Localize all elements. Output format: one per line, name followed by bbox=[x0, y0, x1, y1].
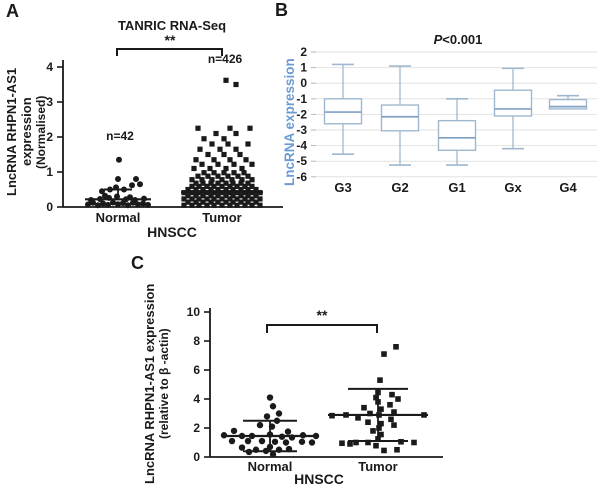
panel-c-point-tumor bbox=[378, 406, 384, 412]
panel-a-point-tumor bbox=[189, 177, 194, 182]
panel-a-point-normal bbox=[115, 176, 121, 182]
panel-a-point-tumor bbox=[215, 162, 220, 167]
panel-c-y-axis-label-line1: LncRNA RHPN1-AS1 expression bbox=[142, 283, 157, 485]
panel-b-y-tick-label: -3 bbox=[296, 123, 307, 137]
panel-a-point-tumor bbox=[245, 141, 250, 146]
panel-a-point-tumor bbox=[201, 170, 206, 175]
panel-a-y-tick-label: 2 bbox=[46, 130, 53, 144]
panel-a-point-tumor bbox=[243, 157, 248, 162]
panel-c-point-tumor bbox=[381, 351, 387, 357]
panel-c-y-tick-label: 4 bbox=[193, 392, 200, 406]
panel-c-y-tick-label: 10 bbox=[186, 305, 200, 319]
panel-b-category-gx: Gx bbox=[504, 180, 522, 195]
panel-c-point-normal bbox=[270, 403, 276, 409]
panel-a-point-tumor bbox=[211, 157, 216, 162]
panel-b-y-axis-label: LncRNA expression bbox=[282, 58, 297, 186]
panel-a-category-tumor: Tumor bbox=[202, 210, 242, 225]
panel-c-point-normal bbox=[285, 428, 291, 434]
panel-a-point-tumor bbox=[233, 147, 238, 152]
panel-a-y-tick-label: 4 bbox=[46, 60, 53, 74]
panel-c-point-normal bbox=[272, 439, 278, 445]
panel-c-y-axis-label-line2: (relative to β -actin) bbox=[157, 328, 171, 440]
panel-c-point-tumor bbox=[373, 443, 379, 449]
panel-a-y-tick-label: 1 bbox=[46, 165, 53, 179]
panel-c-point-normal bbox=[239, 444, 245, 450]
panel-c-point-tumor bbox=[376, 425, 382, 431]
panel-a-point-tumor bbox=[227, 126, 232, 131]
panel-c-point-normal bbox=[259, 438, 265, 444]
panel-c-x-axis-label: HNSCC bbox=[294, 471, 344, 487]
panel-a-point-normal bbox=[133, 176, 139, 182]
panel-a-y-axis-label-line1: LncRNA RHPN1-AS1 expression bbox=[4, 67, 34, 197]
panel-b-box-g1 bbox=[439, 121, 476, 151]
panel-c-category-normal: Normal bbox=[247, 459, 293, 474]
panel-c-point-normal bbox=[267, 394, 273, 400]
panel-a-point-tumor bbox=[227, 157, 232, 162]
panel-c-point-normal bbox=[299, 439, 305, 445]
panel-b-y-tick-label: -1 bbox=[296, 91, 307, 106]
panel-b-category-g4: G4 bbox=[559, 180, 577, 195]
panel-b-p-symbol: P bbox=[433, 32, 443, 47]
panel-a-point-tumor bbox=[199, 162, 204, 167]
panel-a-point-normal bbox=[116, 157, 122, 163]
panel-c-point-tumor bbox=[365, 419, 371, 425]
panel-b-title bbox=[406, 33, 510, 47]
panel-b-box-g4 bbox=[550, 100, 587, 109]
panel-c-point-tumor bbox=[370, 428, 376, 434]
panel-c-point-normal bbox=[309, 439, 315, 445]
panel-c-point-normal bbox=[283, 439, 289, 445]
panel-a-point-tumor bbox=[233, 131, 238, 136]
panel-a-point-tumor bbox=[247, 126, 252, 131]
panel-b-p-value: <0.001 bbox=[442, 32, 483, 47]
panel-a-point-tumor bbox=[231, 162, 236, 167]
panel-a-n-normal: n=42 bbox=[106, 129, 134, 143]
panel-a-point-tumor bbox=[221, 136, 226, 141]
panel-c-point-tumor bbox=[381, 448, 387, 454]
panel-c-point-normal bbox=[245, 438, 251, 444]
panel-a-point-normal bbox=[137, 181, 143, 187]
panel-c-y-tick-label: 8 bbox=[193, 334, 200, 348]
panel-a-point-tumor bbox=[223, 78, 228, 83]
panel-b-y-tick-label: -2 bbox=[296, 107, 307, 122]
panel-a-point-tumor bbox=[207, 166, 212, 171]
panel-a-point-tumor bbox=[217, 147, 222, 152]
panel-b-y-tick-label: -6 bbox=[296, 169, 307, 184]
panel-a-point-tumor bbox=[197, 147, 202, 152]
panel-c-point-tumor bbox=[393, 344, 399, 350]
panel-a-point-tumor bbox=[239, 166, 244, 171]
panel-a-point-tumor bbox=[195, 126, 200, 131]
panel-b-box-gx bbox=[495, 90, 532, 116]
panel-c-point-tumor bbox=[361, 405, 367, 411]
panel-a-category-normal: Normal bbox=[95, 210, 141, 225]
panel-a-y-tick-label: 3 bbox=[46, 95, 53, 109]
panel-c-point-normal bbox=[276, 410, 282, 416]
panel-a-point-tumor bbox=[191, 166, 196, 171]
panel-c-letter: C bbox=[131, 253, 144, 273]
panel-c-y-tick-label: 0 bbox=[193, 450, 200, 464]
panel-b-y-tick-label: 2 bbox=[300, 45, 307, 59]
panel-c-point-tumor bbox=[389, 392, 395, 398]
panel-c-category-tumor: Tumor bbox=[358, 459, 398, 474]
panel-a-point-normal bbox=[129, 182, 135, 188]
panel-c-y-tick-label: 2 bbox=[193, 421, 200, 435]
panel-c-significance: ** bbox=[316, 307, 328, 323]
panel-a-n-tumor: n=426 bbox=[207, 52, 243, 66]
panel-a-point-tumor bbox=[205, 152, 210, 157]
panel-b-y-tick-label: 1 bbox=[300, 60, 307, 75]
panel-c-point-normal bbox=[231, 428, 237, 434]
panel-a-significance: ** bbox=[164, 32, 176, 48]
panel-a-point-tumor bbox=[249, 162, 254, 167]
panel-a-point-tumor bbox=[209, 141, 214, 146]
panel-a-letter: A bbox=[6, 1, 19, 21]
panel-a-point-tumor bbox=[195, 174, 200, 179]
panel-c-point-tumor bbox=[411, 440, 417, 446]
panel-c-point-normal bbox=[264, 413, 270, 419]
panel-b-y-tick-label: 0 bbox=[300, 76, 307, 91]
panel-a-point-tumor bbox=[213, 131, 218, 136]
panel-a-y-axis-label bbox=[4, 48, 46, 216]
panel-a-point-tumor bbox=[223, 166, 228, 171]
panel-b-category-g2: G2 bbox=[391, 180, 409, 195]
panel-c-point-tumor bbox=[394, 447, 400, 453]
panel-a-y-tick-label: 0 bbox=[46, 200, 53, 214]
panel-a-title: TANRIC RNA-Seq bbox=[117, 18, 227, 33]
panel-b-y-tick-label: -5 bbox=[296, 154, 307, 169]
panel-a-point-tumor bbox=[193, 157, 198, 162]
panel-c-point-tumor bbox=[395, 396, 401, 402]
panel-b-category-g3: G3 bbox=[334, 180, 352, 195]
panel-b-box-g2 bbox=[382, 105, 419, 131]
panel-c-point-tumor bbox=[339, 440, 345, 446]
panel-b-letter: B bbox=[275, 0, 288, 20]
panel-a-x-axis-label: HNSCC bbox=[147, 224, 197, 240]
panel-c-y-tick-label: 6 bbox=[193, 363, 200, 377]
panel-c-point-normal bbox=[229, 438, 235, 444]
panel-a-point-normal bbox=[115, 201, 121, 207]
panel-a-point-tumor bbox=[233, 82, 238, 87]
panel-a-point-tumor bbox=[201, 136, 206, 141]
panel-b-y-tick-label: -4 bbox=[296, 138, 307, 153]
panel-c-point-tumor bbox=[377, 377, 383, 383]
panel-b-category-g1: G1 bbox=[448, 180, 466, 195]
panel-a-point-tumor bbox=[231, 170, 236, 175]
panel-a-point-tumor bbox=[221, 152, 226, 157]
panel-c-point-tumor bbox=[387, 402, 393, 408]
panel-c-point-normal bbox=[257, 422, 263, 428]
panel-a-y-axis-label-line2: (Normalised) bbox=[34, 95, 48, 169]
panel-a-point-tumor bbox=[237, 152, 242, 157]
panel-c-point-tumor bbox=[391, 422, 397, 428]
panel-c-sig-bracket bbox=[267, 325, 377, 333]
panel-a-point-tumor bbox=[225, 141, 230, 146]
panel-c-point-tumor bbox=[388, 417, 394, 423]
panel-a-point-normal bbox=[145, 202, 151, 208]
panel-c-y-axis-label bbox=[142, 266, 184, 497]
